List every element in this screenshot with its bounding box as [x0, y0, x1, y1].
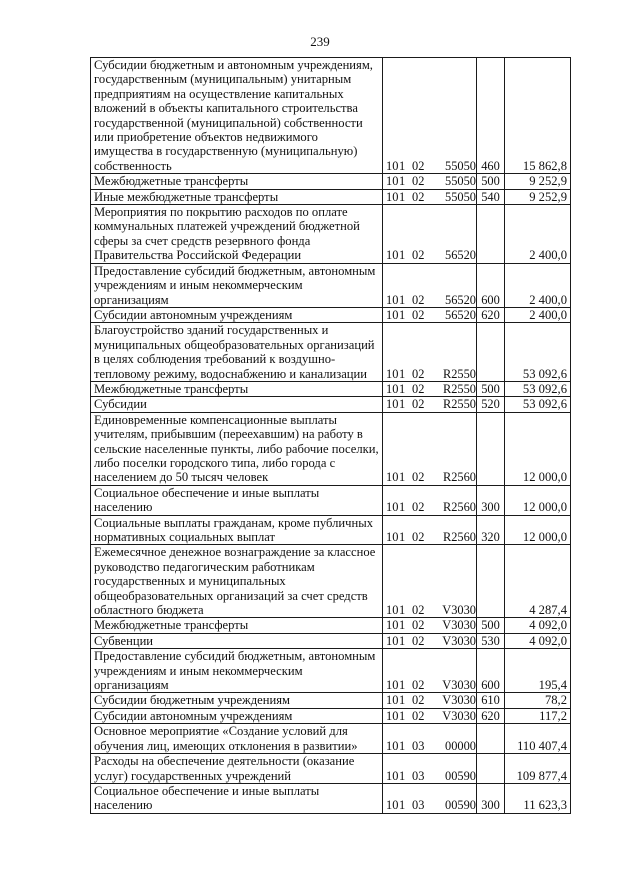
row-description: Предоставление субсидий бюджетным, автономным учреждениям и иным некоммерческим организациям [91, 263, 383, 307]
section-code: 10 [386, 470, 399, 485]
program-code: 1 [399, 678, 406, 693]
expense-type-code: 460 [477, 58, 505, 174]
program-code: 1 [399, 798, 406, 813]
row-description: Субсидии автономным учреждениям [91, 708, 383, 723]
subprogram-code: 02 [412, 189, 425, 204]
row-code [383, 307, 477, 322]
table-row [91, 263, 571, 307]
table-row [91, 58, 571, 174]
row-amount: 9 252,9 [505, 174, 571, 189]
program-code: 1 [399, 174, 406, 189]
section-code: 10 [386, 603, 399, 618]
expense-item-code: V3030 [442, 618, 476, 633]
table-row [91, 724, 571, 754]
expense-type-code [477, 754, 505, 784]
expense-item-code: R2560 [442, 470, 476, 485]
expense-item-code: V3030 [442, 678, 476, 693]
expense-type-code [477, 205, 505, 264]
row-code [383, 693, 477, 708]
row-code [383, 754, 477, 784]
row-code [383, 189, 477, 204]
program-code: 1 [399, 768, 406, 783]
section-code: 10 [386, 381, 399, 396]
program-code: 1 [399, 366, 406, 381]
expense-item-code: 56520 [445, 292, 476, 307]
table-row [91, 545, 571, 618]
subprogram-code: 02 [412, 618, 425, 633]
row-code [383, 649, 477, 693]
expense-item-code: 55050 [445, 174, 476, 189]
program-code: 1 [399, 633, 406, 648]
table-row [91, 708, 571, 723]
expense-type-code: 300 [477, 783, 505, 813]
row-description: Субсидии [91, 397, 383, 412]
row-description: Социальные выплаты гражданам, кроме публичных нормативных социальных выплат [91, 515, 383, 545]
row-description: Субсидии бюджетным учреждениям [91, 693, 383, 708]
row-description: Межбюджетные трансферты [91, 381, 383, 396]
section-code: 10 [386, 292, 399, 307]
expense-type-code [477, 323, 505, 382]
expense-item-code: V3030 [442, 693, 476, 708]
expense-item-code: 55050 [445, 189, 476, 204]
expense-type-code: 320 [477, 515, 505, 545]
row-description: Социальное обеспечение и иные выплаты населению [91, 485, 383, 515]
row-description: Мероприятия по покрытию расходов по оплате коммунальных платежей учреждений бюджетной сферы за счет средств резервного фонда Правительства Российской Федерации [91, 205, 383, 264]
table-row [91, 397, 571, 412]
row-description: Межбюджетные трансферты [91, 174, 383, 189]
subprogram-code: 02 [412, 708, 425, 723]
subprogram-code: 02 [412, 693, 425, 708]
expense-type-code: 530 [477, 633, 505, 648]
row-code [383, 397, 477, 412]
expense-item-code: R2550 [442, 397, 476, 412]
section-code: 10 [386, 678, 399, 693]
program-code: 1 [399, 248, 406, 263]
subprogram-code: 02 [412, 307, 425, 322]
row-code [383, 633, 477, 648]
row-amount: 12 000,0 [505, 515, 571, 545]
section-code: 10 [386, 248, 399, 263]
subprogram-code: 02 [412, 248, 425, 263]
expense-type-code: 500 [477, 618, 505, 633]
section-code: 10 [386, 618, 399, 633]
row-amount: 4 092,0 [505, 633, 571, 648]
subprogram-code: 03 [412, 738, 425, 753]
row-code [383, 708, 477, 723]
table-row [91, 515, 571, 545]
program-code: 1 [399, 381, 406, 396]
program-code: 1 [399, 189, 406, 204]
row-code [383, 618, 477, 633]
row-code [383, 412, 477, 485]
section-code: 10 [386, 366, 399, 381]
row-code [383, 485, 477, 515]
program-code: 1 [399, 708, 406, 723]
program-code: 1 [399, 603, 406, 618]
program-code: 1 [399, 470, 406, 485]
row-amount: 12 000,0 [505, 485, 571, 515]
expense-item-code: V3030 [442, 633, 476, 648]
expense-item-code: R2550 [442, 366, 476, 381]
expense-type-code [477, 545, 505, 618]
section-code: 10 [386, 397, 399, 412]
subprogram-code: 02 [412, 158, 425, 173]
expense-item-code: 00590 [445, 798, 476, 813]
subprogram-code: 02 [412, 366, 425, 381]
subprogram-code: 02 [412, 381, 425, 396]
expense-item-code: V3030 [442, 708, 476, 723]
expense-item-code: V3030 [442, 603, 476, 618]
expense-type-code: 520 [477, 397, 505, 412]
row-description: Социальное обеспечение и иные выплаты населению [91, 783, 383, 813]
row-amount: 12 000,0 [505, 412, 571, 485]
table-row [91, 633, 571, 648]
expense-type-code [477, 724, 505, 754]
row-code [383, 381, 477, 396]
expense-type-code: 300 [477, 485, 505, 515]
row-amount: 2 400,0 [505, 307, 571, 322]
expense-type-code: 620 [477, 307, 505, 322]
row-code [383, 205, 477, 264]
row-description: Ежемесячное денежное вознаграждение за классное руководство педагогическим работникам государственных и муниципальных общеобразовательных организаций за счет средств областного бюджета [91, 545, 383, 618]
row-amount: 2 400,0 [505, 263, 571, 307]
expense-type-code: 600 [477, 263, 505, 307]
row-description: Основное мероприятие «Создание условий для обучения лиц, имеющих отклонения в развитии» [91, 724, 383, 754]
subprogram-code: 02 [412, 500, 425, 515]
subprogram-code: 02 [412, 633, 425, 648]
section-code: 10 [386, 530, 399, 544]
row-code [383, 174, 477, 189]
row-description: Иные межбюджетные трансферты [91, 189, 383, 204]
row-code [383, 724, 477, 754]
page-number: 239 [310, 34, 330, 49]
row-amount: 117,2 [505, 708, 571, 723]
row-code [383, 58, 477, 174]
row-description: Благоустройство зданий государственных и муниципальных общеобразовательных организаций в целях соблюдения требований к воздушно-тепловому режиму, водоснабжению и канализации [91, 323, 383, 382]
expense-type-code: 620 [477, 708, 505, 723]
subprogram-code: 03 [412, 798, 425, 813]
section-code: 10 [386, 633, 399, 648]
table-row [91, 783, 571, 813]
table-row [91, 618, 571, 633]
subprogram-code: 02 [412, 470, 425, 485]
subprogram-code: 02 [412, 292, 425, 307]
row-amount: 53 092,6 [505, 381, 571, 396]
row-description: Субвенции [91, 633, 383, 648]
row-amount: 4 287,4 [505, 545, 571, 618]
subprogram-code: 02 [412, 603, 425, 618]
expense-item-code: 55050 [445, 158, 476, 173]
expense-type-code: 500 [477, 174, 505, 189]
table-row [91, 307, 571, 322]
row-description: Субсидии автономным учреждениям [91, 307, 383, 322]
program-code: 1 [399, 530, 406, 544]
row-amount: 15 862,8 [505, 58, 571, 174]
section-code: 10 [386, 708, 399, 723]
program-code: 1 [399, 693, 406, 708]
expense-type-code: 500 [477, 381, 505, 396]
section-code: 10 [386, 500, 399, 515]
expense-item-code: R2560 [442, 530, 476, 544]
row-amount: 4 092,0 [505, 618, 571, 633]
expense-item-code: R2560 [442, 500, 476, 515]
expense-item-code: 00000 [445, 738, 476, 753]
section-code: 10 [386, 693, 399, 708]
row-amount: 109 877,4 [505, 754, 571, 784]
row-description: Единовременные компенсационные выплаты учителям, прибывшим (переехавшим) на работу в сельские населенные пункты, либо рабочие поселки, либо поселки городского типа, либо города с населением до 50 тысяч человек [91, 412, 383, 485]
program-code: 1 [399, 292, 406, 307]
row-amount: 2 400,0 [505, 205, 571, 264]
section-code: 10 [386, 307, 399, 322]
expense-type-code: 540 [477, 189, 505, 204]
row-description: Межбюджетные трансферты [91, 618, 383, 633]
row-code [383, 323, 477, 382]
row-code [383, 783, 477, 813]
subprogram-code: 03 [412, 768, 425, 783]
program-code: 1 [399, 500, 406, 515]
section-code: 10 [386, 189, 399, 204]
section-code: 10 [386, 768, 399, 783]
table-row [91, 693, 571, 708]
table-row [91, 205, 571, 264]
expense-type-code [477, 412, 505, 485]
budget-table-body [91, 58, 571, 814]
budget-table [90, 57, 571, 814]
row-amount: 110 407,4 [505, 724, 571, 754]
row-amount: 11 623,3 [505, 783, 571, 813]
table-row [91, 412, 571, 485]
program-code: 1 [399, 158, 406, 173]
table-row [91, 754, 571, 784]
row-description: Предоставление субсидий бюджетным, автономным учреждениям и иным некоммерческим организациям [91, 649, 383, 693]
expense-item-code: 00590 [445, 768, 476, 783]
program-code: 1 [399, 397, 406, 412]
subprogram-code: 02 [412, 530, 425, 544]
row-amount: 195,4 [505, 649, 571, 693]
program-code: 1 [399, 618, 406, 633]
row-amount: 53 092,6 [505, 323, 571, 382]
row-code [383, 263, 477, 307]
program-code: 1 [399, 738, 406, 753]
expense-type-code: 600 [477, 649, 505, 693]
row-amount: 78,2 [505, 693, 571, 708]
subprogram-code: 02 [412, 397, 425, 412]
table-row [91, 174, 571, 189]
expense-item-code: R2550 [442, 381, 476, 396]
section-code: 10 [386, 174, 399, 189]
expense-item-code: 56520 [445, 248, 476, 263]
row-amount: 53 092,6 [505, 397, 571, 412]
table-row [91, 649, 571, 693]
expense-item-code: 56520 [445, 307, 476, 322]
subprogram-code: 02 [412, 174, 425, 189]
table-row [91, 189, 571, 204]
row-description: Субсидии бюджетным и автономным учреждениям, государственным (муниципальным) унитарным предприятиям на осуществление капитальных вложений в объекты капитального строительства государственной (муниципальной) собственности или приобретение объектов недвижимого имущества в государственную (муниципальную) собственность [91, 58, 383, 174]
row-code [383, 515, 477, 545]
section-code: 10 [386, 738, 399, 753]
section-code: 10 [386, 158, 399, 173]
row-amount: 9 252,9 [505, 189, 571, 204]
section-code: 10 [386, 798, 399, 813]
subprogram-code: 02 [412, 678, 425, 693]
row-code [383, 545, 477, 618]
row-description: Расходы на обеспечение деятельности (оказание услуг) государственных учреждений [91, 754, 383, 784]
expense-type-code: 610 [477, 693, 505, 708]
table-row [91, 323, 571, 382]
program-code: 1 [399, 307, 406, 322]
table-row [91, 485, 571, 515]
table-row [91, 381, 571, 396]
